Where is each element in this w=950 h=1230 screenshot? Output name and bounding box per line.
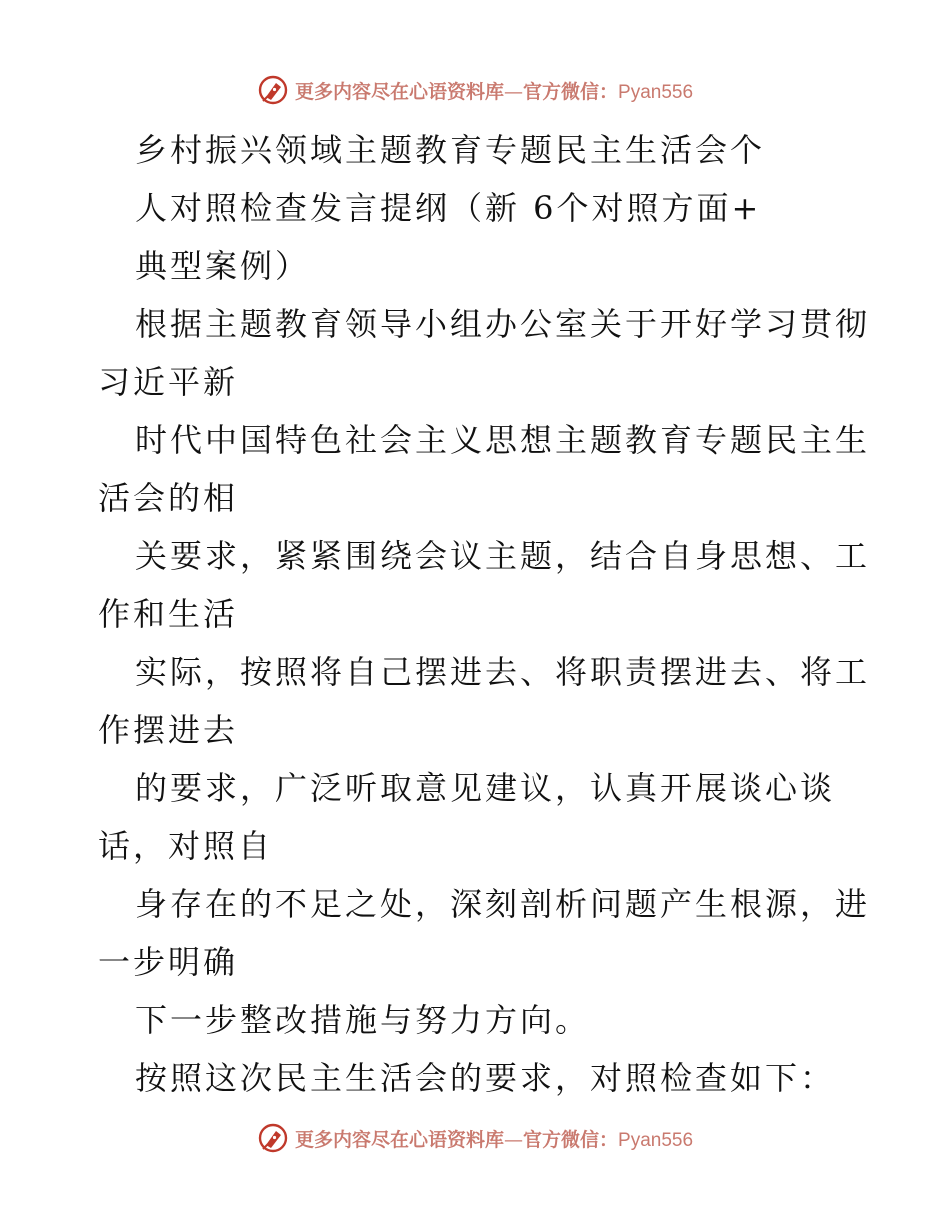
paragraph-line: 一步明确 bbox=[98, 943, 239, 981]
paragraph-line: 身存在的不足之处，深刻剖析问题产生根源，进 bbox=[135, 885, 871, 923]
paragraph-line: 关要求，紧紧围绕会议主题，结合自身思想、工 bbox=[135, 537, 871, 575]
title-line-3: 典型案例） bbox=[135, 247, 311, 285]
watermark-official: 官方微信 bbox=[522, 80, 599, 103]
paragraph-line: 活会的相 bbox=[98, 479, 239, 517]
paragraph-line: 时代中国特色社会主义思想主题教育专题民主生 bbox=[135, 421, 871, 459]
watermark-brand: 更多内容尽在心语资料库 bbox=[294, 1128, 504, 1151]
title-line-1: 乡村振兴领域主题教育专题民主生活会个 bbox=[135, 131, 766, 169]
paragraph-line: 作和生活 bbox=[98, 595, 239, 633]
header-watermark bbox=[0, 70, 950, 110]
watermark-colon: ： bbox=[599, 1128, 619, 1151]
watermark-official: 官方微信 bbox=[522, 1128, 599, 1151]
title-line-2: 人对照检查发言提纲（新 6个对照方面+ bbox=[135, 189, 762, 227]
watermark-separator: — bbox=[503, 80, 523, 103]
footer-watermark bbox=[0, 1118, 950, 1158]
paragraph-line: 话，对照自 bbox=[98, 827, 274, 865]
paragraph-line: 实际，按照将自己摆进去、将职责摆进去、将工 bbox=[135, 653, 871, 691]
watermark-text bbox=[295, 1125, 693, 1152]
watermark-account: Pyan556 bbox=[618, 1129, 694, 1151]
paragraph-line: 下一步整改措施与努力方向。 bbox=[135, 1001, 591, 1039]
paragraph-line: 作摆进去 bbox=[98, 711, 239, 749]
watermark-account: Pyan556 bbox=[618, 81, 694, 103]
pen-nib-logo-icon bbox=[257, 74, 289, 106]
paragraph-line: 的要求，广泛听取意见建议，认真开展谈心谈 bbox=[135, 769, 836, 807]
watermark-text bbox=[295, 77, 693, 104]
watermark-separator: — bbox=[503, 1128, 523, 1151]
paragraph-line: 根据主题教育领导小组办公室关于开好学习贯彻 bbox=[135, 305, 871, 343]
paragraph-line: 习近平新 bbox=[98, 363, 239, 401]
pen-nib-logo-icon bbox=[257, 1122, 289, 1154]
watermark-brand: 更多内容尽在心语资料库 bbox=[294, 80, 504, 103]
watermark-colon: ： bbox=[599, 80, 619, 103]
paragraph-line: 按照这次民主生活会的要求，对照检查如下： bbox=[135, 1059, 836, 1097]
